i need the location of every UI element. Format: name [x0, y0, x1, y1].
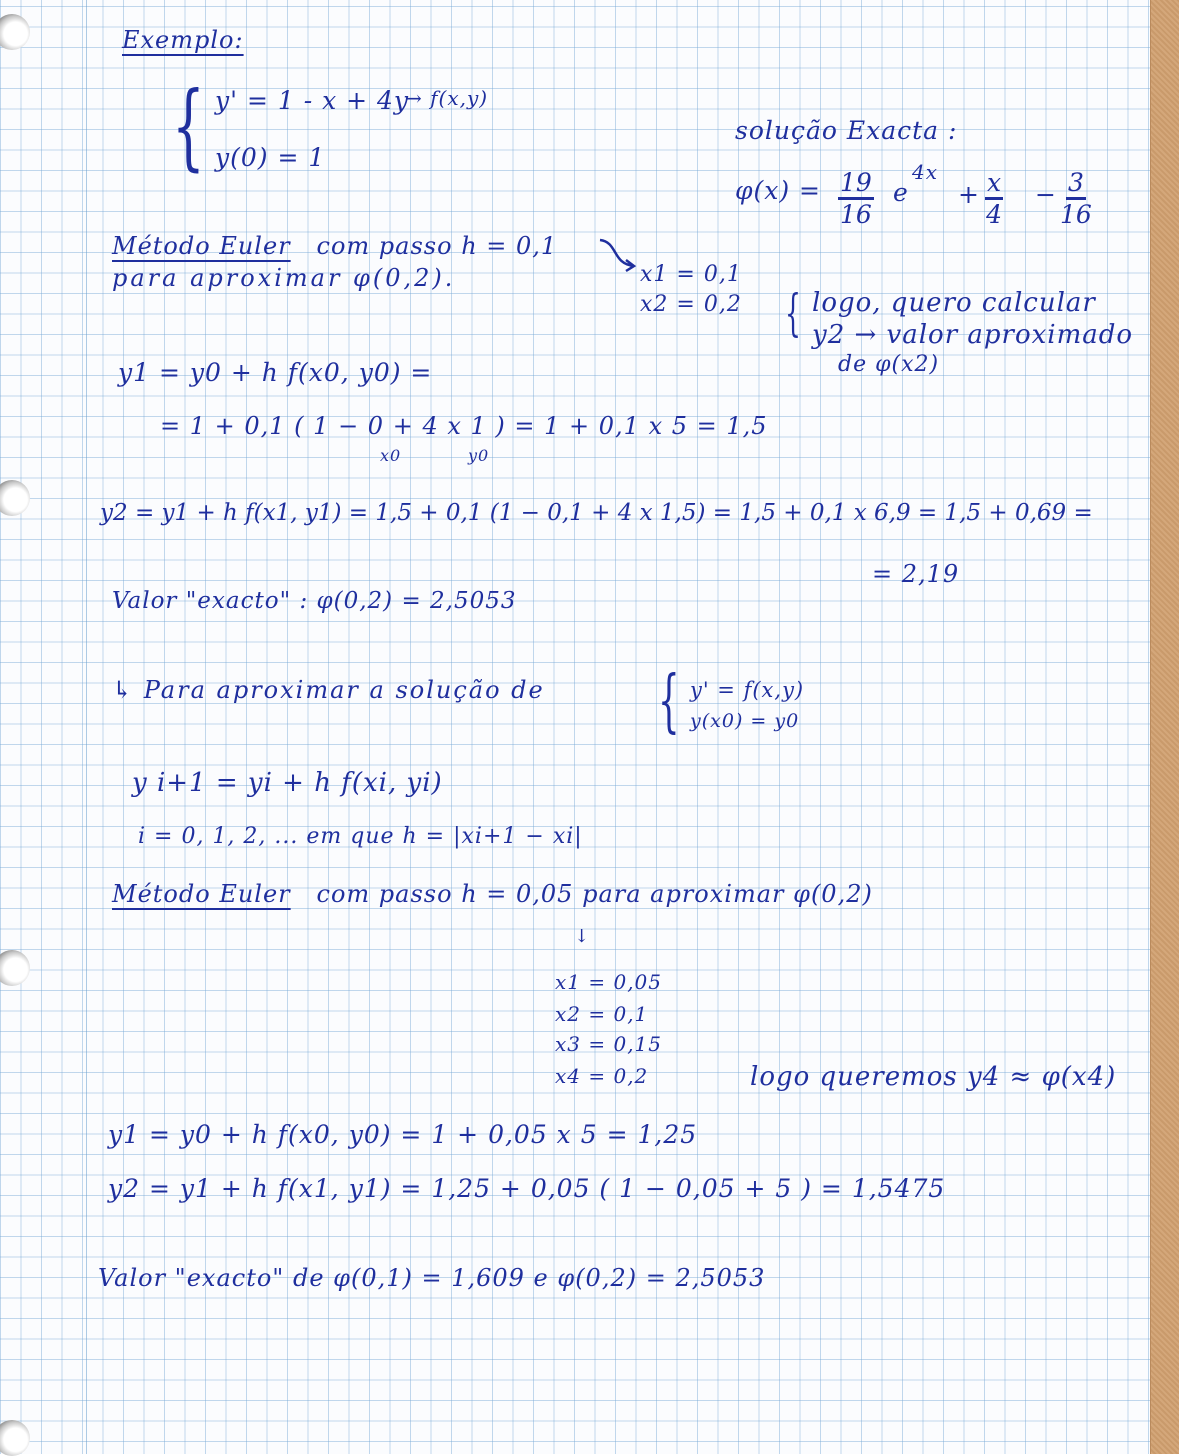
grid-point-x1: x1 = 0,1 — [640, 262, 742, 287]
y2-result: = 2,19 — [872, 560, 960, 588]
note-brace: { — [785, 284, 801, 342]
euler2-y2: y2 = y1 + h f(x1, y1) = 1,25 + 0,05 ( 1 − 0,05 + 5 ) = 1,5475 — [108, 1174, 946, 1203]
ode-equation: y' = 1 - x + 4y — [215, 86, 410, 115]
grid-point-x1-b: x1 = 0,05 — [555, 970, 663, 994]
fraction-numerator: 19 — [838, 170, 874, 200]
margin-line — [86, 0, 87, 1454]
euler2-step-size: com passo h = 0,05 para aproximar φ(0,2) — [316, 880, 873, 908]
example-title: Exemplo: — [122, 26, 244, 54]
exact-solution-label: solução Exacta : — [735, 116, 958, 145]
y1-calculation: = 1 + 0,1 ( 1 − 0 + 4 x 1 ) = 1 + 0,1 x 5 = 1,5 — [160, 412, 768, 440]
fraction-denominator: 4 — [986, 200, 1002, 229]
fraction-denominator: 16 — [1060, 200, 1092, 229]
euler-index-range: i = 0, 1, 2, ... em que h = |xi+1 − xi| — [138, 824, 583, 849]
euler2-y1: y1 = y0 + h f(x0, y0) = 1 + 0,05 x 5 = 1,25 — [108, 1120, 698, 1149]
euler2-method-title: Método Euler — [112, 880, 291, 908]
grid-point-x3-b: x3 = 0,15 — [555, 1032, 663, 1056]
minus-sign: − — [1035, 180, 1057, 209]
subscript-x0: x0 — [380, 446, 402, 465]
euler2-goal-note: logo queremos y4 ≈ φ(x4) — [750, 1062, 1117, 1092]
general-system-brace: { — [658, 662, 680, 741]
euler-step-size: com passo h = 0,1 — [316, 232, 558, 260]
exact-solution-lhs: φ(x) = — [735, 176, 822, 205]
general-initial: y(x0) = y0 — [690, 710, 800, 732]
exponential-base: e — [893, 178, 909, 207]
euler-method-line — [112, 234, 557, 258]
fraction-19-16 — [838, 170, 874, 227]
fraction-numerator: x — [985, 170, 1003, 200]
exponential-power: 4x — [912, 160, 939, 184]
down-arrow-icon: ↓ — [574, 926, 591, 947]
euler-goal: para aproximar φ(0,2). — [112, 264, 456, 292]
note-line-1: logo, quero calcular — [812, 288, 1096, 318]
grid-point-x2-b: x2 = 0,1 — [555, 1002, 649, 1026]
general-intro: ↳ Para aproximar a solução de — [112, 676, 545, 704]
system-brace: { — [172, 72, 205, 181]
y2-calculation: y2 = y1 + h f(x1, y1) = 1,5 + 0,1 (1 − 0,1 + 4 x 1,5) = 1,5 + 0,1 x 6,9 = 1,5 + 0,69 = — [100, 500, 1093, 526]
initial-condition: y(0) = 1 — [215, 143, 326, 172]
euler-method-title: Método Euler — [112, 232, 291, 260]
general-ode: y' = f(x,y) — [690, 678, 805, 702]
ode-function-label: → f(x,y) — [405, 86, 489, 110]
fraction-numerator: 3 — [1066, 170, 1086, 200]
note-line-3: de φ(x2) — [838, 352, 940, 377]
euler2-line — [112, 882, 873, 906]
subscript-y0: y0 — [468, 446, 490, 465]
y1-definition: y1 = y0 + h f(x0, y0) = — [118, 358, 433, 387]
grid-point-x2: x2 = 0,2 — [640, 292, 742, 317]
euler2-exact-values: Valor "exacto" de φ(0,1) = 1,609 e φ(0,2) = 2,5053 — [98, 1264, 766, 1292]
fraction-x-4 — [985, 170, 1003, 227]
grid-point-x4-b: x4 = 0,2 — [555, 1064, 649, 1088]
fraction-denominator: 16 — [840, 200, 872, 229]
euler-formula: y i+1 = yi + h f(xi, yi) — [132, 768, 443, 798]
plus-sign: + — [958, 180, 980, 209]
arrow-icon — [598, 236, 640, 276]
note-line-2: y2 → valor aproximado — [812, 320, 1134, 350]
exact-value-1: Valor "exacto" : φ(0,2) = 2,5053 — [112, 588, 517, 614]
fraction-3-16 — [1060, 170, 1092, 227]
notebook-cover-edge — [1150, 0, 1179, 1454]
